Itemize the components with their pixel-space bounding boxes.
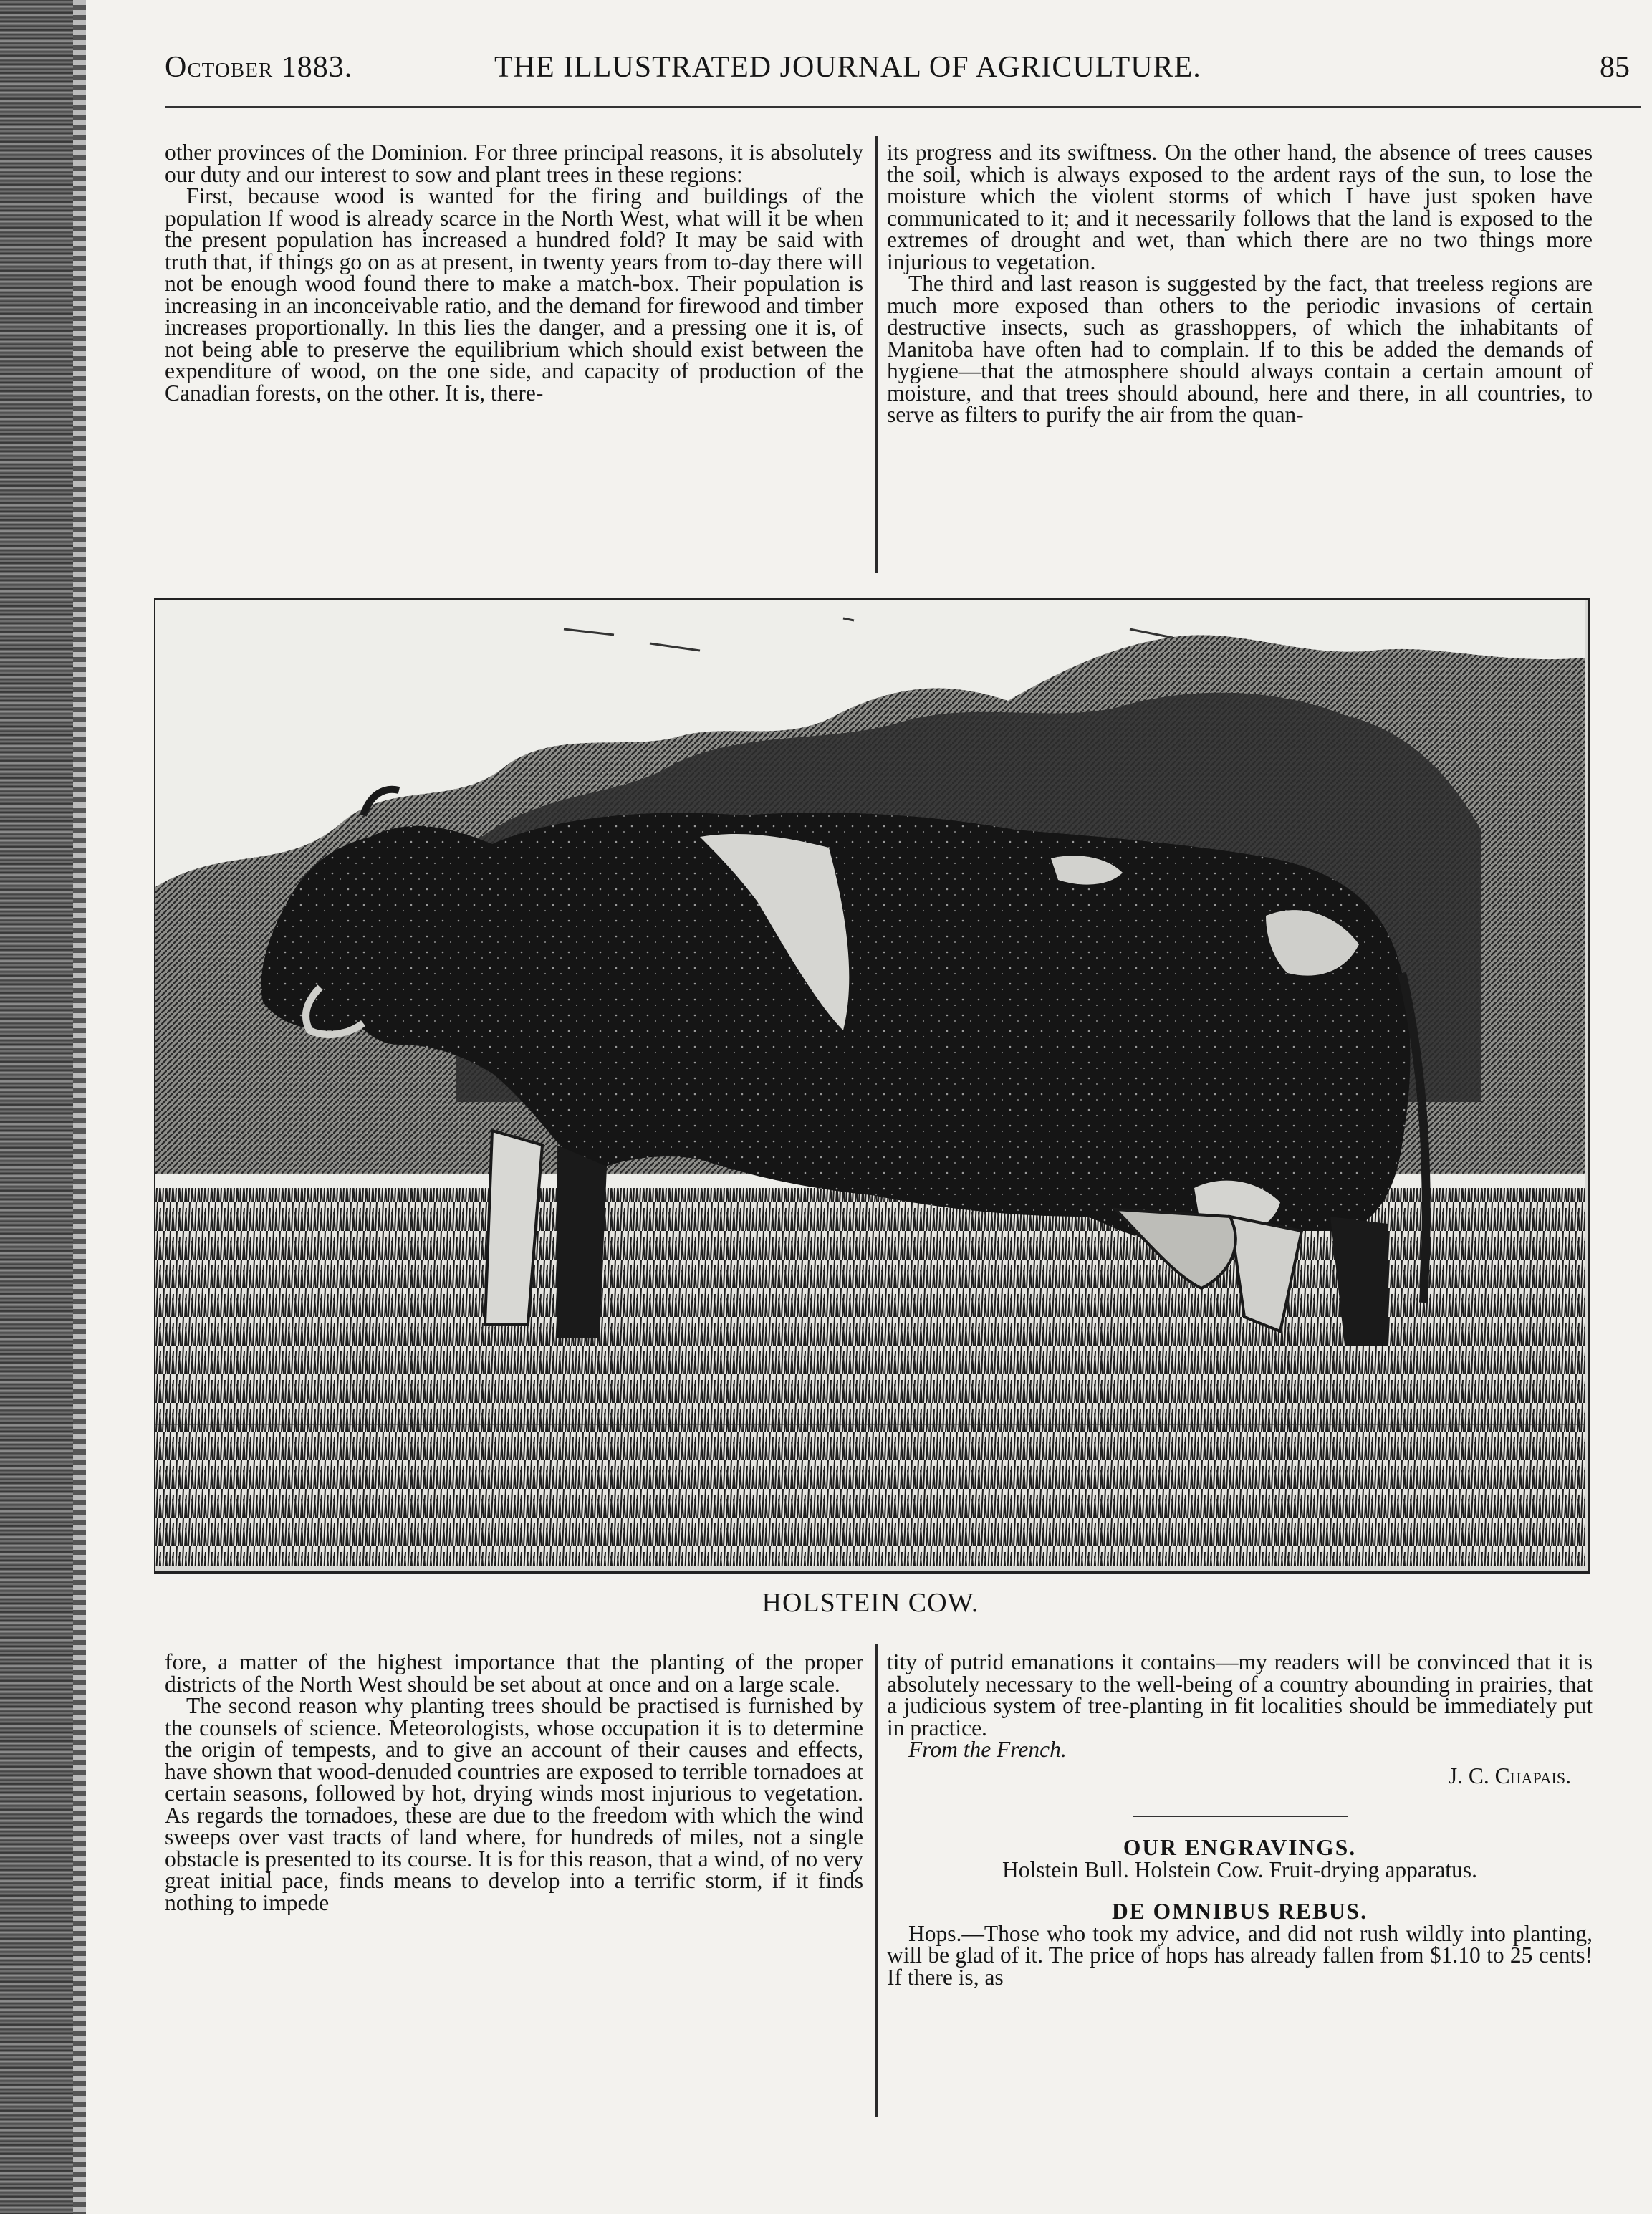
paragraph: tity of putrid emanations it contains—my readers will be convinced that it is absolutely necessary to the well-being of a country abounding in prairies, that a judicious system of tree-planting in fit localities should be immediately put in practice. <box>887 1652 1593 1740</box>
column-rule-bottom <box>875 1644 878 2117</box>
paragraph: other provinces of the Dominion. For three principal reasons, it is absolutely our duty and our interest to sow and plant trees in these regions: <box>165 142 863 187</box>
paragraph: The third and last reason is suggested by the fact, that treeless regions are much more exposed than others to the periodic invasions of certain destructive insects, such as grasshoppers, of which the inhabitants of Manitoba have often had to complain. If to this be added the demands of hygiene—that the atmosphere should always contain a certain amount of moisture, and that trees should abound, here and there, in all countries, to serve as filters to purify the air from the quan- <box>887 271 1593 427</box>
engravings-list: Holstein Bull. Holstein Cow. Fruit-drying apparatus. <box>1002 1856 1477 1882</box>
column-rule-top <box>875 136 878 573</box>
omnibus-heading: DE OMNIBUS REBUS. <box>1112 1899 1368 1924</box>
author-signature: J. C. Chapais. <box>1448 1763 1571 1788</box>
header-date: October 1883. <box>165 51 353 84</box>
page-binding-edge <box>0 0 86 2214</box>
column-right-bottom <box>887 1652 1593 2117</box>
column-right-top <box>887 142 1593 572</box>
paragraph: fore, a matter of the highest importance that the planting of the proper districts of the North West should be set about at once and on a large scale. <box>165 1652 863 1697</box>
paragraph: First, because wood is wanted for the firing and buildings of the population If wood is already scarce in the North West, what will it be when the present population has increased a hundred fold? It may be said with truth that, if things go on as at present, in twenty years from to-day there will not be enough wood found there to make a match-box. Their population is increasing in an inconceivable ratio, and the demand for firewood and timber increases proportionally. In this lies the danger, and a pressing one it is, of not being able to preserve the equilibrium which should exist between the expenditure of wood, on the one side, and capacity of production of the Canadian forests, on the other. It is, there- <box>165 183 863 406</box>
paragraph: Hops.—Those who took my advice, and did not rush wildly into planting, will be glad of it. The price of hops has already fallen from $1.10 to 25 cents! If there is, as <box>887 1920 1593 1990</box>
section-rule <box>1133 1816 1348 1817</box>
paragraph: its progress and its swiftness. On the other hand, the absence of trees causes the soil, which is always exposed to the ardent rays of the sun, to lose the moisture which the violent storms of which I have just spoken have communicated to it; and it necessarily follows that the land is exposed to the extremes of drought and wet, than which there are no two things more injurious to vegetation. <box>887 142 1593 274</box>
engravings-heading: OUR ENGRAVINGS. <box>1123 1835 1357 1860</box>
figure-caption: HOLSTEIN COW. <box>762 1588 979 1618</box>
page-number: 85 <box>1600 51 1630 84</box>
column-left-bottom <box>165 1652 863 2107</box>
paragraph: The second reason why planting trees should be practised is furnished by the counsels of science. Meteorologists, whose occupation it is to determine the origin of tempests, and to give an account of their causes and effects, have shown that wood-denuded countries are exposed to terrible tornadoes at certain seasons, followed by hot, drying winds most injurious to vegetation. As regards the tornadoes, these are due to the freedom with which the wind sweeps over vast tracts of land where, for hundreds of miles, not a single obstacle is presented to its course. It is for this reason, that a wind, of no very great initial pace, finds means to develop into a terrific storm, if it finds nothing to impede <box>165 1693 863 1915</box>
cow-illustration <box>155 600 1585 1566</box>
journal-title: THE ILLUSTRATED JOURNAL OF AGRICULTURE. <box>494 51 1201 84</box>
source-note: From the French. <box>908 1737 1067 1762</box>
running-header <box>165 50 1641 100</box>
holstein-cow-engraving <box>154 598 1590 1574</box>
header-rule <box>165 106 1641 108</box>
column-left-top <box>165 142 863 572</box>
